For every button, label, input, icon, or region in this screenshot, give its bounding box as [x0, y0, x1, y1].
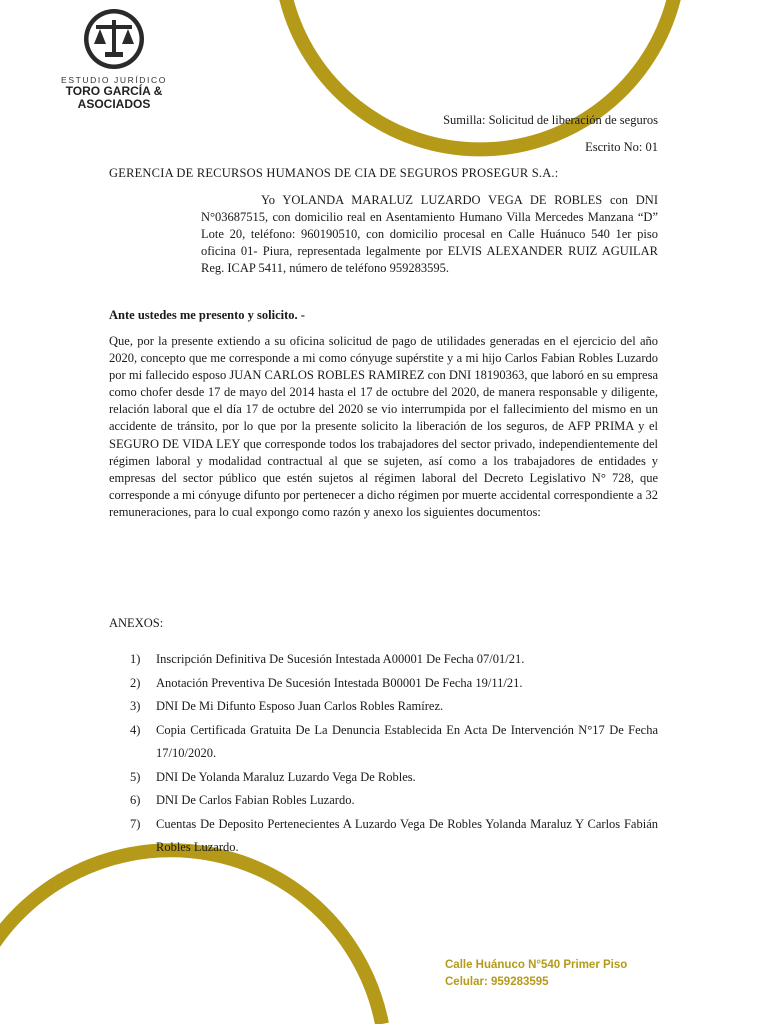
intro-text: Yo YOLANDA MARALUZ LUZARDO VEGA DE ROBLES con DNI N°03687515, con domicilio real en Asentamiento Humano Villa Mercedes Manzana “D” Lote 20, teléfono: 960190510, con domicilio procesal en Calle Huánuco 540 1er piso oficina 01- Piura, representada legalmente por ELVIS ALEXANDER RUIZ AGUILAR Reg. ICAP 5411, número de teléfono 959283595.: [201, 193, 658, 276]
list-item: [130, 789, 658, 813]
body-paragraph: Que, por la presente extiendo a su oficina solicitud de pago de utilidades generadas en el ejercicio del año 2020, concepto que me corresponde a mi como cónyuge supérstite y a mi hijo Carlos Fabian Robles Luzardo por mi fallecido esposo JUAN CARLOS ROBLES RAMIREZ con DNI 18190363, que laboró en su empresa como chofer desde 17 de mayo del 2014 hasta el 17 de octubre del 2020, de manera responsable y diligente, relación laboral que el día 17 de octubre del 2020 se vio interrumpida por el fallecimiento del mismo en un accidente de tránsito, por lo que por la presente solicito la liberación de los seguros, de AFP PRIMA y el SEGURO DE VIDA LEY que corresponde todos los trabajadores del sector privado, independientemente del régimen laboral y modalidad contractual al que se sujeten, así como a los trabajadores de entidades y empresas del sector público que estén sujetos al régimen laboral del Decreto Legislativo N° 728, que corresponde a mi cónyuge difunto por pertenecer a dicho régimen por muerte accidental correspondiente a 32 remuneraciones, para lo cual expongo como razón y anexo los siguientes documentos:: [109, 334, 658, 519]
list-item: [130, 766, 658, 790]
sumilla: Sumilla: Solicitud de liberación de seguros: [443, 113, 658, 127]
list-item-text: Copia Certificada Gratuita De La Denuncia Establecida En Acta De Intervención N°17 De Fecha 17/10/2020.: [156, 722, 658, 760]
list-item-number: 1): [130, 652, 141, 666]
escrito-number: Escrito No: 01: [585, 140, 658, 154]
ante-ustedes-heading: Ante ustedes me presento y solicito. -: [109, 308, 305, 322]
logo-firm-name-line1: TORO GARCÍA &: [65, 84, 163, 98]
list-item-number: 6): [130, 793, 141, 807]
list-item-text: DNI De Mi Difunto Esposo Juan Carlos Robles Ramírez.: [156, 699, 444, 713]
list-item-text: Cuentas De Deposito Pertenecientes A Luzardo Vega De Robles Yolanda Maraluz Y Carlos Fabián Robles Luzardo.: [156, 816, 658, 854]
anexos-list: [130, 648, 658, 860]
list-item-number: 3): [130, 699, 141, 713]
bottom-left-gold-arc: [0, 850, 382, 1024]
list-item-text: DNI De Yolanda Maraluz Luzardo Vega De Robles.: [156, 769, 416, 784]
logo-firm-name-line2: ASOCIADOS: [77, 97, 151, 111]
anexos-title: ANEXOS:: [109, 616, 164, 630]
addressee: GERENCIA DE RECURSOS HUMANOS DE CIA DE SEGUROS PROSEGUR S.A.:: [109, 166, 559, 180]
list-item-number: 4): [130, 722, 141, 737]
footer-contact: [445, 957, 627, 991]
list-item-number: 7): [130, 816, 141, 831]
list-item: [130, 672, 658, 696]
list-item-text: Anotación Preventiva De Sucesión Intestada B00001 De Fecha 19/11/21.: [156, 675, 523, 690]
list-item: [130, 695, 658, 719]
firm-logo: [58, 6, 170, 111]
footer-address: Calle Huánuco N°540 Primer Piso: [445, 959, 628, 971]
list-item-text: DNI De Carlos Fabian Robles Luzardo.: [156, 793, 355, 807]
footer-phone: Celular: 959283595: [445, 976, 549, 988]
list-item: [130, 719, 658, 766]
list-item: [130, 813, 658, 860]
list-item-number: 2): [130, 675, 141, 690]
intro-paragraph: [201, 192, 658, 277]
list-item-number: 5): [130, 769, 141, 784]
logo-studio-label: ESTUDIO JURÍDICO: [61, 75, 167, 85]
list-item: [130, 648, 658, 672]
scales-of-justice-icon: [81, 6, 147, 72]
list-item-text: Inscripción Definitiva De Sucesión Intestada A00001 De Fecha 07/01/21.: [156, 652, 525, 666]
